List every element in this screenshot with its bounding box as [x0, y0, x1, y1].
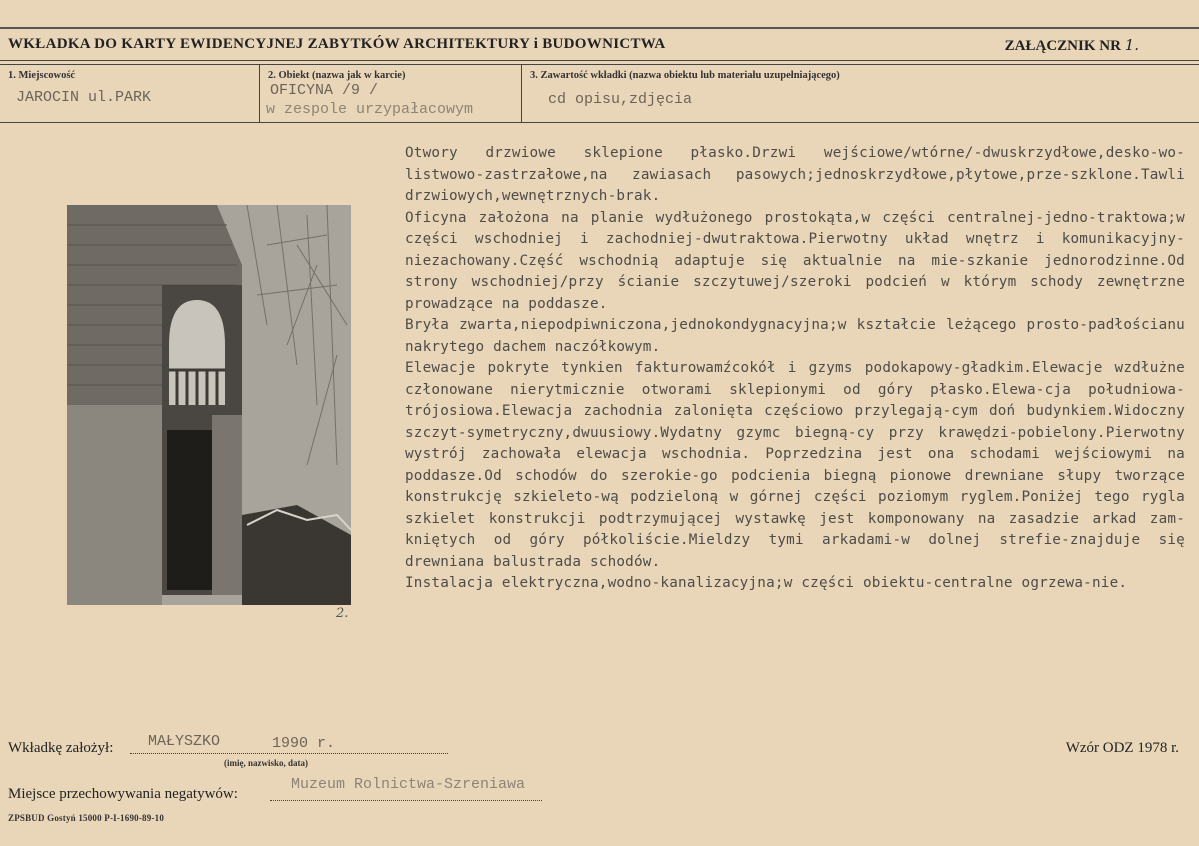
form-title: WKŁADKA DO KARTY EWIDENCYJNEJ ZABYTKÓW ARCHITEKTURY i BUDOWNICTWA [8, 36, 666, 52]
created-by-line [130, 753, 448, 754]
object-value-line1: OFICYNA /9 / [270, 82, 379, 99]
negatives-line [270, 800, 542, 801]
description-text [405, 143, 1185, 595]
description-paragraph: Bryła zwarta,niepodpiwniczona,jednokondygnacyjna;w kształcie leżącego prosto-padłościanu nakrytego dachem naczółkowym. [405, 317, 1185, 355]
annex-label-text: ZAŁĄCZNIK NR [1004, 38, 1121, 54]
contents-value: cd opisu,zdjęcia [548, 91, 693, 108]
template-label: Wzór ODZ 1978 r. [1065, 740, 1179, 756]
field-divider-1 [259, 64, 260, 122]
top-border [0, 27, 1199, 29]
description-paragraph: Oficyna założona na planie wydłużonego prostokąta,w części centralnej-jedno-traktowa;w części wschodniej i zachodniej-dwutraktowa.Pierwotny układ wnętrz i komunikacyjny-niezachowany.Część wschodnią adaptuje się aktualnie na mie-szkanie jednorodzinne.Od strony wschodniej/przy ścianie szczytuwej/szeroki podcień w którym schody zewnętrzne prowadzące na poddasze. [405, 209, 1185, 312]
object-value-line2: w zespole urzypałacowym [266, 101, 474, 118]
description-paragraph: Otwory drzwiowe sklepione płasko.Drzwi wejściowe/wtórne/-dwuskrzydłowe,desko-wo-listwowo-zastrzałowe,na zawiasach pasowych;jednoskrzydłowe,płytowe,prze-szklone.Tawli drzwiowych,wewnętrznych-brak. [405, 145, 1185, 204]
created-by-name: MAŁYSZKO [148, 733, 221, 750]
annex-label [1005, 36, 1139, 55]
building-photograph [67, 205, 351, 605]
description-paragraph: Instalacja elektryczna,wodno-kanalizacyjna;w części obiektu-centralne ogrzewa-nie. [405, 575, 1128, 591]
fields-bottom-rule [0, 122, 1199, 123]
created-year: 1990 r. [272, 735, 336, 752]
description-paragraph: Elewacje pokryte tynkien fakturowamźcokół i gzyms podokapowy-gładkim.Elewacje wzdłużne członowane nierytmicznie otworami sklepionymi od góry płasko.Elewa-cja południowa-trójosiowa.Elewacja zachodnia zalonięta częściowo przylegają-cym doń budynkiem.Widoczny szczyt-symetryczny,dwuusiowy.Wydatny gzymc biegną-cy przy krawędzi-pobielony.Pierwotny wystrój zachowała elewacja wschodnia. Poprzedzina jest ona schodami wejściowymi na poddasze.Od schodów do szerokie-go podcienia biegną pionowe drewniane słupy tworzące konstrukcję szkieleto-wą podzieloną w górnej części poziomym ryglem.Poniżej tego rygla szkielet konstrukcji podtrzymującej wystawkę jest komponowany na zasadzie arkad zam-kniętych od góry półkoliście.Mieldzy tymi arkadami-w dolnej strefie-znajduje się drewniana balustrada schodów. [405, 360, 1185, 570]
print-code: ZPSBUD Gostyń 15000 P-I-1690-89-10 [8, 813, 165, 823]
field-divider-2 [521, 64, 522, 122]
header-rule [0, 60, 1199, 61]
locality-value: JAROCIN ul.PARK [16, 89, 152, 106]
locality-label: 1. Miejscowość [8, 70, 76, 81]
header-rule-thin [0, 64, 1199, 65]
photo-caption-number: 2. [336, 606, 349, 621]
negatives-location: Muzeum Rolnictwa-Szreniawa [291, 776, 526, 793]
created-note: (imię, nazwisko, data) [224, 758, 308, 768]
contents-label: 3. Zawartość wkładki (nazwa obiektu lub materiału uzupełniającego) [530, 70, 840, 81]
object-label: 2. Obiekt (nazwa jak w karcie) [268, 70, 406, 81]
created-by-label: Wkładkę założył: [8, 740, 114, 756]
annex-number: 1. [1124, 36, 1139, 54]
negatives-label: Miejsce przechowywania negatywów: [8, 786, 238, 802]
photo-illustration [67, 205, 351, 605]
